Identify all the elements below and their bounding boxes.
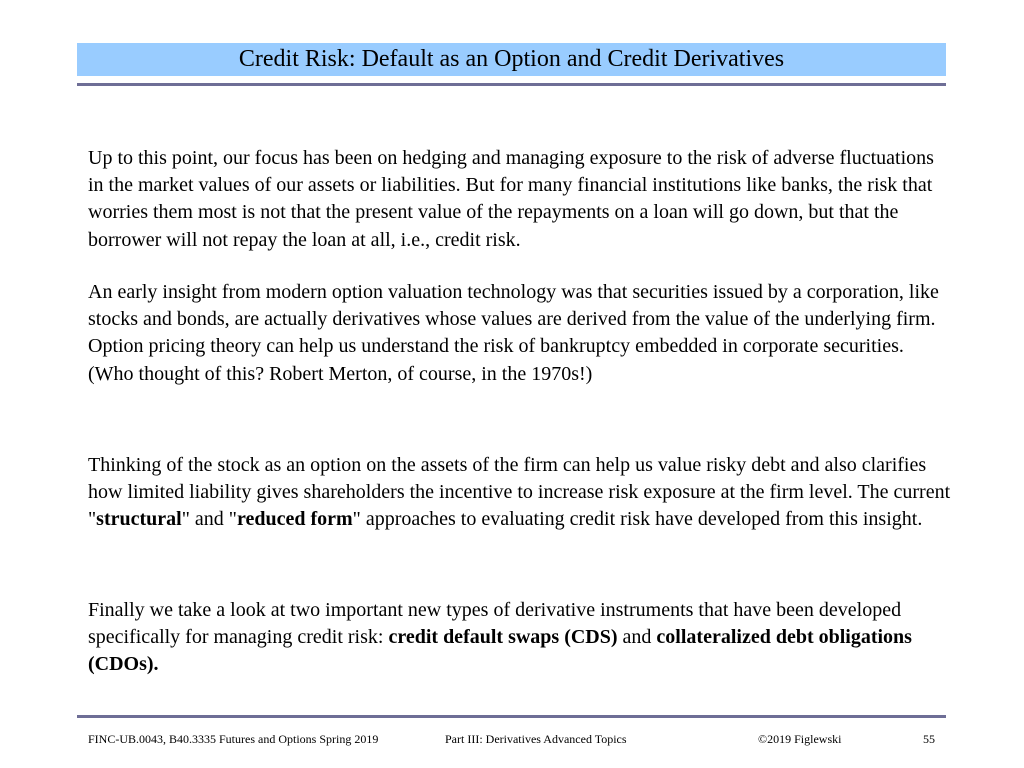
text-run: and [617, 626, 657, 649]
footer-page-number: 55 [923, 732, 935, 746]
footer-divider [77, 715, 946, 718]
paragraph-structural-models [88, 452, 953, 534]
text-run: " and " [181, 508, 237, 531]
text-run: Thinking of the stock as an option on the assets of the firm can help us value risky debt and also clarifies how limited liability gives shareholders the incentive to increase risk exposure at the firm level. The current " [88, 454, 951, 531]
title-divider [77, 83, 946, 86]
text-run: Finally we take a look at two important new types of derivative instruments that have been developed specifically for managing credit risk: [88, 599, 902, 649]
text-run: " approaches to evaluating credit risk have developed from this insight. [352, 508, 923, 531]
bold-term: reduced form [236, 508, 353, 531]
footer-part: Part III: Derivatives Advanced Topics [445, 732, 627, 746]
bold-term: collateralized debt obligations (CDOs). [88, 626, 912, 676]
text-run: An early insight from modern option valuation technology was that securities issued by a corporation, like stocks and bonds, are actually derivatives whose values are derived from the value of the underlying firm. Option pricing theory can help us understand the risk of bankruptcy embedded in corporate securities. (Who thought of this? Robert Merton, of course, in the 1970s!) [88, 281, 939, 385]
paragraph-intro [88, 145, 953, 254]
slide-title-bar [77, 43, 946, 76]
text-run: Up to this point, our focus has been on hedging and managing exposure to the risk of adverse fluctuations in the market values of our assets or liabilities. But for many financial institutions like banks, the risk that worries them most is not that the present value of the repayments on a loan will go down, but that the borrower will not repay the loan at all, i.e., credit risk. [88, 147, 934, 251]
footer-course: FINC-UB.0043, B40.3335 Futures and Options Spring 2019 [88, 732, 379, 746]
bold-term: structural [96, 508, 182, 531]
paragraph-credit-derivatives [88, 597, 953, 679]
paragraph-option-insight [88, 279, 953, 388]
bold-term: credit default swaps (CDS) [388, 626, 618, 649]
footer-copyright: ©2019 Figlewski [758, 732, 842, 746]
slide-title: Credit Risk: Default as an Option and Credit Derivatives [238, 46, 785, 72]
